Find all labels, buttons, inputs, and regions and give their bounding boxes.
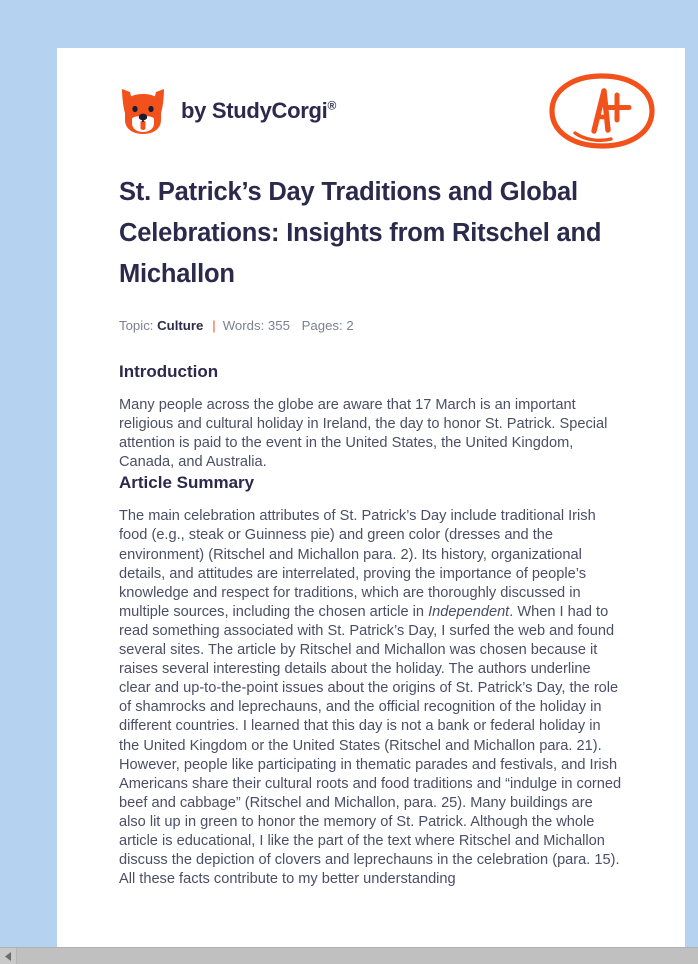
page-title: St. Patrick’s Day Traditions and Global Celebrations: Insights from Ritschel and Michallon: [119, 178, 602, 288]
summary-text-part-2: . When I had to read something associated with St. Patrick’s Day, I surfed the web and found several sites. The article by Ritschel and Michallon was chosen because it raises several interesting details about the holiday. The authors underline clear and up-to-the-point issues about the origins of St. Patrick’s Day, the role of shamrocks and leprechauns, and the official recognition of the holiday in different countries. I learned that this day is not a bank or federal holiday in the United Kingdom or the United States (Ritschel and Michallon para. 21). However, people like participating in thematic parades and festivals, and Irish Americans share their cultural roots and food traditions and “indulge in corned beef and cabbage” (Ritschel and Michallon, para. 25). Many buildings are also lit up in green to honor the memory of St. Patrick. Although the whole article is educational, I like the part of the text where Ritschel and Michallon discuss the depiction of clovers and leprechauns in the celebration (para. 15). All these facts contribute to my better understanding: [119, 603, 622, 888]
pages-value: 2: [346, 318, 354, 333]
section-paragraph-introduction: Many people across the globe are aware that 17 March is an important religious and cultural holiday in Ireland, the day to honor St. Patrick. Special attention is paid to the event in the United States, the United Kingdom, Canada, and Australia.: [119, 397, 608, 471]
article-meta: [119, 317, 623, 335]
pages-label: Pages:: [301, 318, 343, 333]
topic-label: Topic:: [119, 318, 154, 333]
section-heading-introduction: Introduction: [119, 362, 219, 381]
brand-name: by StudyCorgi®: [181, 98, 336, 123]
meta-separator: |: [212, 318, 216, 333]
section-heading-article-summary: Article Summary: [119, 473, 255, 493]
brand-logo[interactable]: [119, 86, 336, 136]
corgi-dog-icon: [119, 86, 167, 136]
words-label: Words:: [222, 318, 265, 333]
words-value: 355: [267, 318, 290, 333]
a-plus-grade-icon: [547, 70, 657, 152]
triangle-left-icon: [5, 952, 12, 961]
article-container: [57, 172, 685, 889]
document-sheet: [57, 48, 685, 964]
section-paragraph-article-summary: [119, 507, 623, 889]
registered-trademark-mark: ®: [327, 98, 336, 113]
scroll-left-button[interactable]: [0, 948, 17, 964]
site-header: [57, 48, 685, 154]
horizontal-scrollbar[interactable]: [0, 947, 698, 964]
topic-link[interactable]: Culture: [157, 318, 204, 333]
scroll-track[interactable]: [17, 948, 698, 964]
publication-name: Independent: [428, 603, 510, 620]
summary-text-part-1: The main celebration attributes of St. Patrick’s Day include traditional Irish food (e.g., steak or Guinness pie) and green color (dresses and the environment) (Ritschel and Michallon para. 2). Its history, organizational details, and attitudes are interrelated, proving the importance of people’s knowledge and respect for traditions, which are thoroughly discussed in multiple sources, including the chosen article in: [119, 508, 596, 620]
